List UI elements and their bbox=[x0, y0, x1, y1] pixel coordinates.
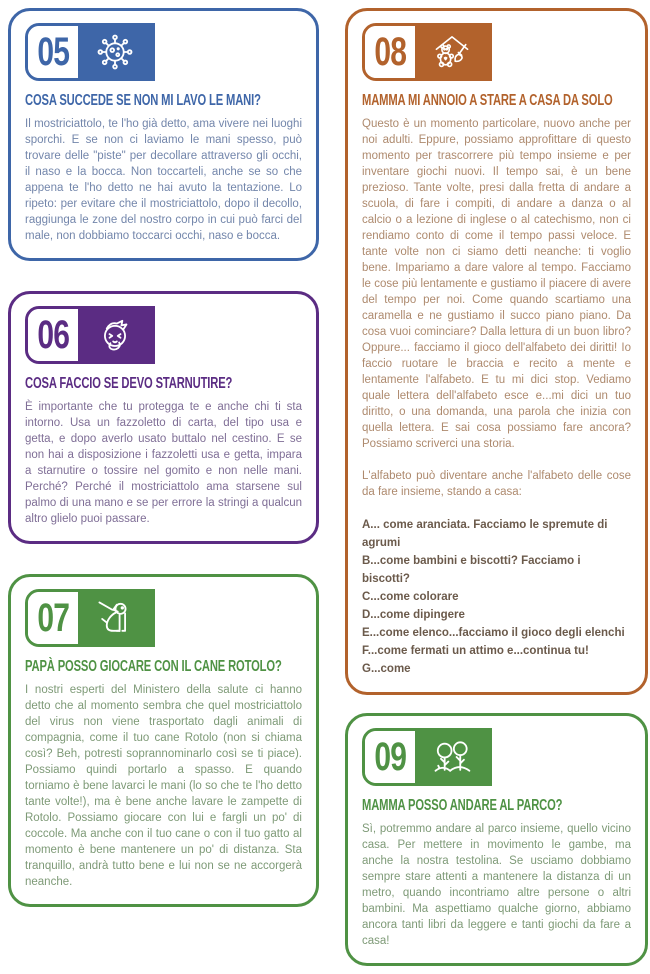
card-number: 06 bbox=[28, 309, 78, 361]
alphabet-item: A... come aranciata. Facciamo le spremute di agrumi bbox=[362, 519, 608, 549]
card-07-badge bbox=[25, 589, 155, 647]
sneeze-face-icon bbox=[78, 309, 152, 361]
card-body: È importante che tu protegga te e anche chi ti sta intorno. Usa un fazzoletto di carta, del tipo usa e getta, e dopo averlo usato buttalo nel cestino. E se non hai a disposizione i fazzoletti usa e getta, impara a starnutire o tossire nel gomito e non nelle mani. Perché? Perché il mostriciattolo ama starsene sul palmo di una mano e se per errore la stringi a qualcun altro glielo puoi passare. bbox=[25, 401, 302, 525]
card-title: COSA FACCIO SE DEVO STARNUTIRE? bbox=[25, 375, 233, 392]
alphabet-item: B...come bambini e biscotti? Facciamo i biscotti? bbox=[362, 555, 581, 585]
card-body: Questo è un momento particolare, nuovo anche per noi adulti. Eppure, possiamo approfittare di questo momento per trascorrere più tempo insieme e per inventare giochi nuovi. Il tempo sai, è un bene prezioso. Tante volte, presi dalla fretta di andare a scuola, di fare i compiti, di andare a danza o al calcio o a lezione di inglese o al catechismo, non ci rendiamo conto di come il tempo passi veloce. E tante volte non ci siamo detti neanche: ti voglio bene. Impariamo a dare valore al tempo. Facciamo le cose più lentamente e gustiamo il piacere di avere del tempo per noi. Come quando scartiamo una caramella e ne gustiamo il succo piano piano. Da cosa vuoi cominciare? Dalla lettura di un buon libro? Oppure... facciamo il gioco dell'alfabeto dei diritti! Io faccio ruotare le braccia e recito a mente e lentamente l'alfabeto. E tu mi dici stop. Vediamo quale lettera dell'alfabeto esce e...mi dici un tuo diritto, o una domanda, una parola che inizia con quella lettera. E sai cosa possiamo fare ancora? Possiamo scriverci una storia. bbox=[362, 118, 631, 450]
card-07 bbox=[8, 574, 319, 907]
card-body: Il mostriciattolo, te l'ho già detto, ama vivere nei luoghi sporchi. E se non ci laviamo le mani spesso, può trovare delle "piste" per decollare attraverso gli occhi, il naso e la bocca. Non toccarteli, anche se so che appena te l'ho detto ne hai avuto la tentazione. Lo ripeto: per evitare che il mostriciattolo, dopo il decollo, raggiunga le zone del nostro corpo in cui può farci del male, non dobbiamo toccarci occhi, naso e bocca. bbox=[25, 118, 302, 242]
left-column bbox=[8, 8, 319, 966]
card-title: PAPÀ POSSO GIOCARE CON IL CANE ROTOLO? bbox=[25, 658, 282, 675]
card-number: 05 bbox=[28, 26, 78, 78]
card-title: MAMMA POSSO ANDARE AL PARCO? bbox=[362, 797, 563, 814]
alphabet-item: D...come dipingere bbox=[362, 609, 465, 621]
card-08-badge bbox=[362, 23, 492, 81]
alphabet-item: E...come elenco...facciamo il gioco degli elenchi bbox=[362, 627, 625, 639]
card-body: I nostri esperti del Ministero della salute ci hanno detto che al momento sembra che quel mostriciattolo del virus non viene trasportato dagli animali di compagnia, come il tuo cane Rotolo (non si chiama così? Beh, potresti soprannominarlo così se ti piace). Possiamo quindi portarlo a spasso. E quando torniamo è bene lavarci le mani (lo so che te l'ho detto tante volte!), ma è bene anche lavare le zampette di Rotolo. Possiamo giocare con lui e fargli un po' di coccole. Ma anche con il tuo cane o con il tuo gatto al momento è bene mantenere un po' di distanza. Sta tranquillo, andrà tutto bene e lui non se ne accorgerà neanche. bbox=[25, 684, 302, 888]
card-08 bbox=[345, 8, 648, 695]
alphabet-item: G...come bbox=[362, 663, 411, 675]
alphabet-item: F...come fermati un attimo e...continua tu! bbox=[362, 645, 589, 657]
teddy-bear-paintbrush-icon bbox=[415, 26, 489, 78]
card-09 bbox=[345, 713, 648, 966]
card-title: COSA SUCCEDE SE NON MI LAVO LE MANI? bbox=[25, 92, 261, 109]
virus-icon bbox=[78, 26, 152, 78]
card-number: 09 bbox=[365, 731, 415, 783]
card-number: 07 bbox=[28, 592, 78, 644]
card-09-badge bbox=[362, 728, 492, 786]
card-06-badge bbox=[25, 306, 155, 364]
alphabet-list bbox=[362, 516, 631, 678]
alphabet-item: C...come colorare bbox=[362, 591, 459, 603]
dog-icon bbox=[78, 592, 152, 644]
trees-icon bbox=[415, 731, 489, 783]
card-05-badge bbox=[25, 23, 155, 81]
right-column bbox=[345, 8, 648, 966]
card-body-alphabet-intro: L'alfabeto può diventare anche l'alfabeto delle cose da fare insieme, stando a casa: bbox=[362, 470, 631, 498]
card-05 bbox=[8, 8, 319, 261]
card-body: Sì, potremmo andare al parco insieme, quello vicino casa. Per mettere in movimento le gambe, ma anche la nostra testolina. Se usciamo dobbiamo sempre stare attenti a mantenere la distanza di un metro, quando incontriamo altre persone o altri bambini. Ma aspettiamo qualche giorno, abbiamo ancora tanti libri da leggere e tanti giochi da fare a casa! bbox=[362, 823, 631, 947]
card-06 bbox=[8, 291, 319, 544]
card-number: 08 bbox=[365, 26, 415, 78]
card-title: MAMMA MI ANNOIO A STARE A CASA DA SOLO bbox=[362, 92, 613, 109]
